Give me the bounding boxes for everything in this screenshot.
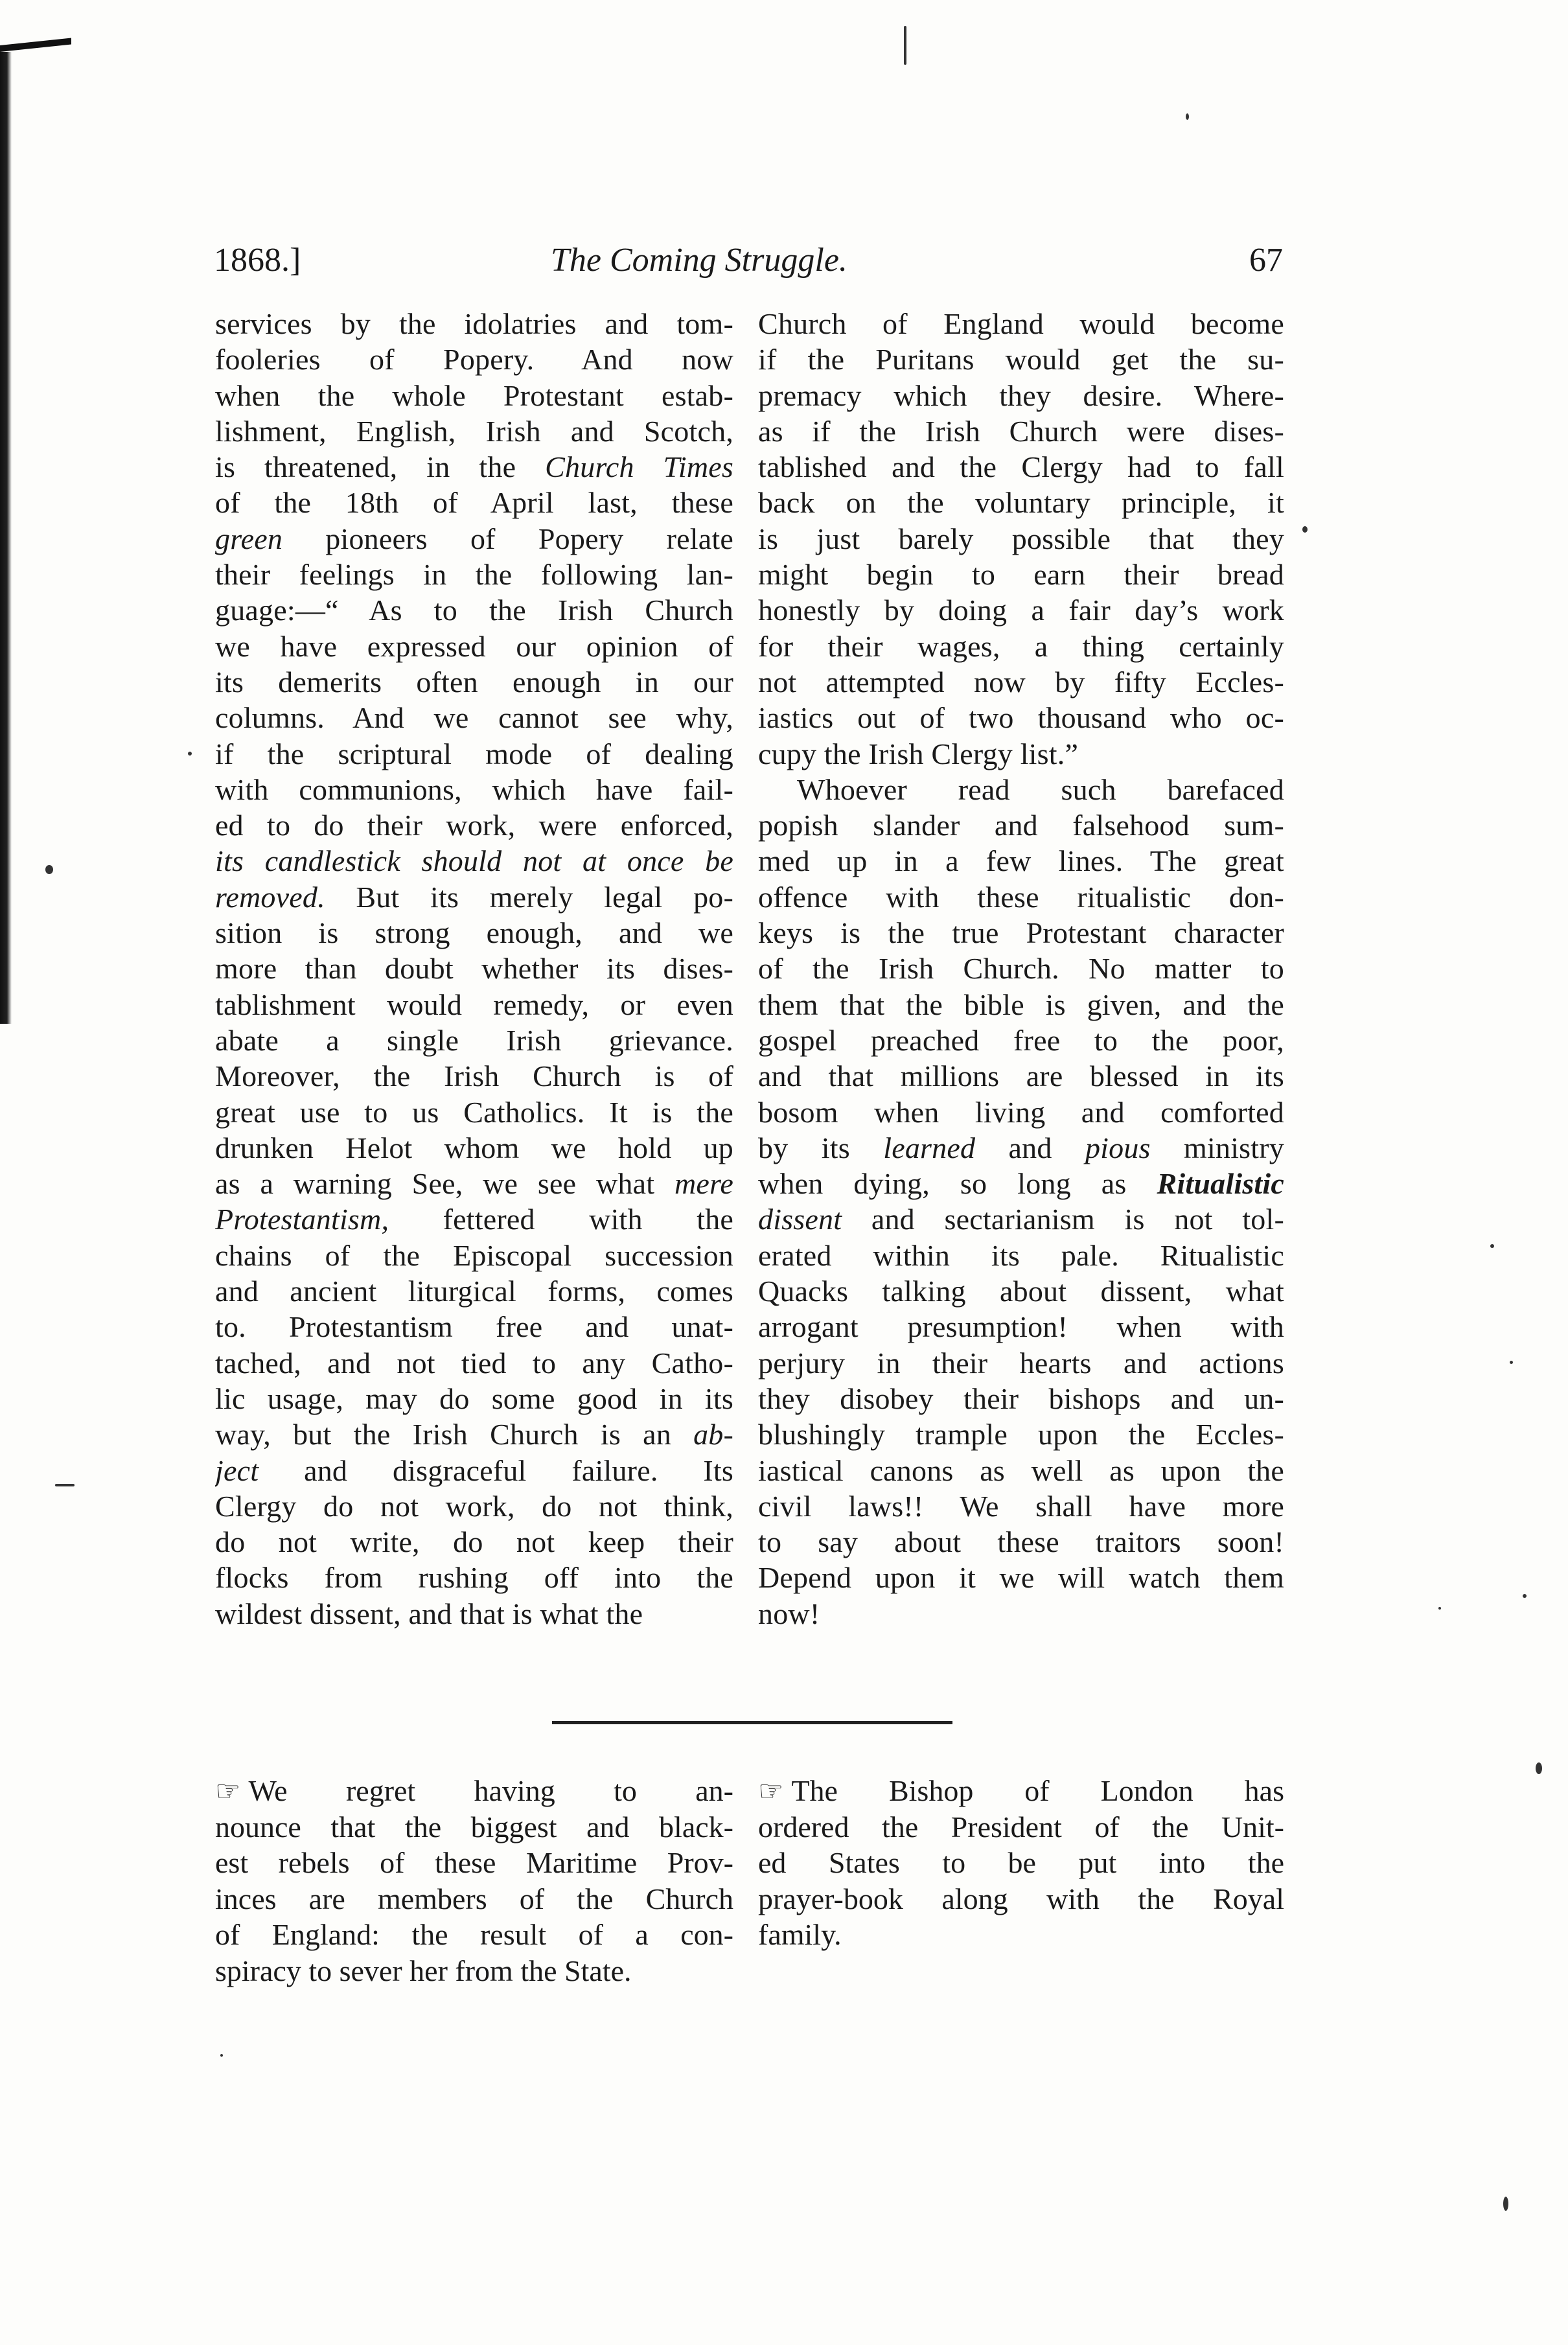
right-column-line: Depend upon it we will watch them: [758, 1561, 1284, 1595]
note-left-line: ☞ We regret having to an-: [215, 1773, 733, 1809]
right-column-line: now!: [758, 1597, 820, 1630]
left-column-line: abate a single Irish grievance.: [215, 1023, 733, 1057]
left-column-line: more than doubt whether its dises-: [215, 952, 733, 986]
right-column-line: as if the Irish Church were dises-: [758, 414, 1284, 448]
left-column-line: way, but the Irish Church is an ab-: [215, 1418, 733, 1451]
left-column-line: its demerits often enough in our: [215, 665, 733, 699]
right-column-line: back on the voluntary principle, it: [758, 486, 1284, 520]
left-column-line: green pioneers of Popery relate: [215, 522, 733, 555]
note-right-line: ☞ The Bishop of London has: [758, 1773, 1284, 1809]
right-column: [758, 306, 1284, 1632]
note-right-line: ordered the President of the Unit-: [758, 1810, 1284, 1843]
right-column-line: keys is the true Protestant character: [758, 916, 1284, 950]
section-divider: [552, 1721, 952, 1724]
pointing-hand-icon: ☞: [758, 1775, 784, 1807]
right-column-line: might begin to earn their bread: [758, 558, 1284, 592]
left-column-line: drunken Helot whom we hold up: [215, 1131, 733, 1164]
left-column-line: tached, and not tied to any Catho-: [215, 1346, 733, 1380]
right-column-line: honestly by doing a fair day’s work: [758, 594, 1284, 627]
right-column-line: offence with these ritualistic don-: [758, 880, 1284, 914]
left-column-line: their feelings in the following lan-: [215, 558, 733, 592]
right-column-line: med up in a few lines. The great: [758, 844, 1284, 878]
right-column-line: dissent and sectarianism is not tol-: [758, 1203, 1284, 1236]
right-column-line: is just barely possible that they: [758, 522, 1284, 555]
right-column-line: them that the bible is given, and the: [758, 988, 1284, 1021]
left-column-line: tablishment would remedy, or even: [215, 988, 733, 1021]
left-column-line: of the 18th of April last, these: [215, 486, 733, 520]
right-column-line: premacy which they desire. Where-: [758, 378, 1284, 412]
right-column-line: erated within its pale. Ritualistic: [758, 1238, 1284, 1272]
right-column-line: bosom when living and comforted: [758, 1095, 1284, 1129]
left-column-line: with communions, which have fail-: [215, 772, 733, 806]
header-title: The Coming Struggle.: [551, 242, 847, 279]
left-column-line: when the whole Protestant estab-: [215, 378, 733, 412]
note-left-line: nounce that the biggest and black-: [215, 1810, 733, 1843]
note-right-line: prayer-book along with the Royal: [758, 1882, 1284, 1915]
right-column-line: popish slander and falsehood sum-: [758, 809, 1284, 842]
pointing-hand-icon: ☞: [215, 1775, 241, 1807]
right-column-line: not attempted now by fifty Eccles-: [758, 665, 1284, 699]
left-column-line: Protestantism, fettered with the: [215, 1203, 733, 1236]
left-column-line: ed to do their work, were enforced,: [215, 809, 733, 842]
note-left-line: est rebels of these Maritime Prov-: [215, 1846, 733, 1879]
right-column-line: arrogant presumption! when with: [758, 1310, 1284, 1344]
right-column-line: if the Puritans would get the su-: [758, 343, 1284, 376]
left-column-line: if the scriptural mode of dealing: [215, 737, 733, 770]
right-column-line: by its learned and pious ministry: [758, 1131, 1284, 1164]
left-column-line: removed. But its merely legal po-: [215, 880, 733, 914]
left-column-line: guage:—“ As to the Irish Church: [215, 594, 733, 627]
right-column-line: they disobey their bishops and un-: [758, 1381, 1284, 1415]
page-number: 67: [1249, 242, 1283, 279]
left-column-line: and ancient liturgical forms, comes: [215, 1275, 733, 1308]
binding-shadow: [0, 52, 12, 1024]
right-column-line: of the Irish Church. No matter to: [758, 952, 1284, 986]
right-column-line: Quacks talking about dissent, what: [758, 1275, 1284, 1308]
right-column-line: and that millions are blessed in its: [758, 1059, 1284, 1093]
left-column-line: great use to us Catholics. It is the: [215, 1095, 733, 1129]
right-column-line: cupy the Irish Clergy list.”: [758, 737, 1079, 770]
left-column-line: lishment, English, Irish and Scotch,: [215, 414, 733, 448]
right-column-line: for their wages, a thing certainly: [758, 629, 1284, 663]
left-column-line: as a warning See, we see what mere: [215, 1167, 733, 1201]
left-column-line: wildest dissent, and that is what the: [215, 1597, 643, 1630]
note-left-line: spiracy to sever her from the State.: [215, 1954, 632, 1987]
left-column-line: fooleries of Popery. And now: [215, 343, 733, 376]
right-column-line: blushingly trample upon the Eccles-: [758, 1418, 1284, 1451]
right-column-line: when dying, so long as Ritualistic: [758, 1167, 1284, 1201]
note-right-line: ed States to be put into the: [758, 1846, 1284, 1879]
right-column-line: Whoever read such barefaced: [797, 772, 1284, 806]
left-column-line: Clergy do not work, do not think,: [215, 1489, 733, 1523]
left-column-line: chains of the Episcopal succession: [215, 1238, 733, 1272]
left-column-line: is threatened, in the Church Times: [215, 450, 733, 484]
left-column-line: its candlestick should not at once be: [215, 844, 733, 878]
left-column-line: flocks from rushing off into the: [215, 1561, 733, 1595]
left-column-line: sition is strong enough, and we: [215, 916, 733, 950]
left-column-line: Moreover, the Irish Church is of: [215, 1059, 733, 1093]
note-left: [215, 1773, 733, 1989]
left-column-line: services by the idolatries and tom-: [215, 307, 733, 340]
right-column-line: civil laws!! We shall have more: [758, 1489, 1284, 1523]
right-column-line: Church of England would become: [758, 307, 1284, 340]
binding-edge: [0, 38, 71, 78]
right-column-line: to say about these traitors soon!: [758, 1525, 1284, 1559]
note-left-line: inces are members of the Church: [215, 1882, 733, 1915]
right-column-line: perjury in their hearts and actions: [758, 1346, 1284, 1380]
left-column-line: lic usage, may do some good in its: [215, 1381, 733, 1415]
right-column-line: tablished and the Clergy had to fall: [758, 450, 1284, 484]
left-column-line: ject and disgraceful failure. Its: [215, 1453, 733, 1487]
note-left-line: of England: the result of a con-: [215, 1918, 733, 1951]
header-year: 1868.]: [214, 242, 301, 279]
left-column-line: to. Protestantism free and unat-: [215, 1310, 733, 1344]
left-column: [215, 306, 733, 1632]
left-column-line: do not write, do not keep their: [215, 1525, 733, 1559]
running-head: [214, 241, 1283, 286]
note-right: [758, 1773, 1284, 1953]
right-column-line: iastics out of two thousand who oc-: [758, 701, 1284, 735]
right-column-line: iastical canons as well as upon the: [758, 1453, 1284, 1487]
left-column-line: columns. And we cannot see why,: [215, 701, 733, 735]
right-column-line: gospel preached free to the poor,: [758, 1023, 1284, 1057]
left-column-line: we have expressed our opinion of: [215, 629, 733, 663]
note-right-line: family.: [758, 1918, 842, 1951]
